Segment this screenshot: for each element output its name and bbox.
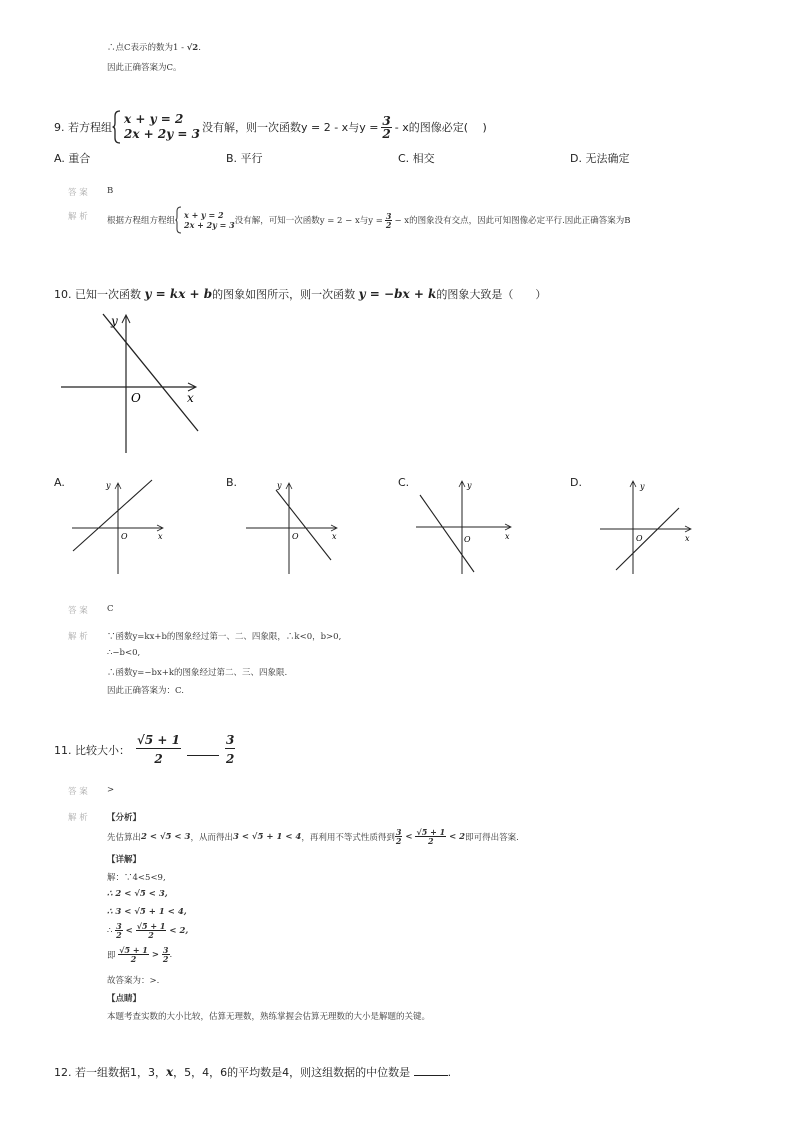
detail-line: ∴ 2 < √5 < 3, bbox=[107, 889, 168, 899]
detail-line: ∴ 3 < √5 + 1 < 4, bbox=[107, 907, 187, 917]
left-brace-icon bbox=[175, 206, 182, 234]
text: 先估算出 bbox=[107, 832, 142, 843]
question-11-stem bbox=[54, 734, 235, 765]
question-12-stem bbox=[54, 1064, 451, 1080]
equation-system bbox=[184, 210, 235, 230]
lhs-fraction bbox=[136, 734, 181, 765]
fraction bbox=[395, 828, 403, 845]
answer-label: 答 案 bbox=[68, 606, 88, 616]
operator: < bbox=[402, 831, 416, 842]
detail-line: 解：∵4<5<9, bbox=[107, 873, 166, 883]
origin-label: O bbox=[636, 534, 643, 543]
section-heading-analysis: 【分析】 bbox=[107, 813, 142, 823]
equation-1: x + y = 2 bbox=[184, 210, 224, 220]
sqrt-expression: √2 bbox=[186, 43, 199, 53]
analysis-label: 解 析 bbox=[68, 212, 88, 222]
analysis-prefix: 根据方程组方程组 bbox=[107, 216, 176, 226]
fraction bbox=[115, 922, 123, 939]
option-d[interactable]: D. 无法确定 bbox=[570, 152, 630, 165]
analysis-line: ∴−b<0, bbox=[107, 648, 141, 658]
fraction bbox=[162, 946, 170, 963]
analysis-label: 解 析 bbox=[68, 632, 88, 642]
fraction-numerator: 3 bbox=[162, 945, 169, 955]
y-axis-label: y bbox=[467, 481, 472, 490]
fraction bbox=[118, 946, 149, 963]
answer-value: C bbox=[107, 604, 114, 614]
option-a[interactable]: A. 重合 bbox=[54, 152, 91, 165]
rhs-fraction bbox=[225, 734, 235, 765]
equation-2: 2x + 2y = 3 bbox=[184, 220, 235, 230]
text: ，再利用不等式性质得到 bbox=[301, 832, 395, 843]
question-9-tail: - x的图像必定( ) bbox=[394, 121, 487, 134]
prev-solution-text: ∴点C表示的数为1 - bbox=[107, 43, 187, 53]
operator: < 2, bbox=[166, 925, 189, 936]
function-1: y = kx + b bbox=[144, 287, 213, 301]
prev-solution-line-2: 因此正确答案为C。 bbox=[107, 63, 182, 73]
fraction-denominator: 2 bbox=[162, 954, 169, 964]
text: 即 bbox=[107, 950, 119, 961]
fraction bbox=[381, 115, 391, 140]
question-10-middle: 的图象如图所示，则一次函数 bbox=[212, 288, 359, 301]
analysis-text bbox=[107, 206, 631, 234]
text: 即可得出答案. bbox=[465, 832, 519, 843]
analysis-line: 因此正确答案为：C. bbox=[107, 686, 184, 696]
compare-blank[interactable] bbox=[187, 743, 219, 756]
fraction-denominator: 2 bbox=[148, 930, 154, 940]
analysis-tail: − x的图象没有交点，因此可知图像必定平行.因此正确答案为B bbox=[394, 216, 631, 226]
fraction-denominator: 2 bbox=[116, 930, 122, 940]
fraction-denominator: 2 bbox=[226, 752, 235, 766]
origin-label: O bbox=[131, 391, 141, 405]
fraction-numerator: 3 bbox=[385, 210, 392, 221]
equation-1: x + y = 2 bbox=[124, 112, 184, 126]
question-9-middle: 没有解，则一次函数y = 2 - x与y = bbox=[202, 121, 379, 134]
analysis-label: 解 析 bbox=[68, 813, 88, 823]
inequality: 2 < √5 < 3 bbox=[141, 831, 191, 842]
prev-solution-line-1 bbox=[107, 41, 201, 53]
option-b[interactable]: B. 平行 bbox=[226, 152, 263, 165]
fraction-denominator: 2 bbox=[395, 836, 402, 846]
left-brace-icon bbox=[112, 110, 122, 144]
x-axis-label: x bbox=[158, 532, 163, 541]
fraction-numerator: √5 + 1 bbox=[119, 945, 148, 955]
x-axis-label: x bbox=[685, 534, 690, 543]
fraction-numerator: 3 bbox=[395, 827, 402, 837]
section-heading-detail: 【详解】 bbox=[107, 855, 142, 865]
answer-label: 答 案 bbox=[68, 188, 88, 198]
fraction-denominator: 2 bbox=[130, 954, 137, 964]
y-axis-label: y bbox=[640, 482, 645, 491]
fraction bbox=[136, 922, 167, 939]
answer-label: 答 案 bbox=[68, 787, 88, 797]
option-a-graph[interactable] bbox=[66, 478, 176, 578]
analysis-line: ∵函数y=kx+b的图象经过第一、二、四象限，∴k<0，b>0, bbox=[107, 632, 342, 642]
variable: x bbox=[166, 1065, 174, 1079]
analysis-middle: 没有解，可知一次函数y = 2 − x与y = bbox=[234, 216, 383, 226]
text: ，从而得出 bbox=[190, 832, 233, 843]
punctuation: . bbox=[447, 1066, 452, 1079]
fraction-denominator: 2 bbox=[382, 126, 391, 141]
text: ∴ bbox=[107, 925, 116, 936]
question-11-prefix: 11. 比较大小： bbox=[54, 743, 130, 757]
option-a-letter[interactable]: A. bbox=[54, 476, 65, 489]
fraction-numerator: √5 + 1 bbox=[416, 827, 446, 837]
operator: > bbox=[148, 949, 162, 960]
question-12-suffix: ，5，4，6的平均数是4，则这组数据的中位数是 bbox=[173, 1066, 414, 1079]
option-c-graph[interactable] bbox=[412, 478, 522, 578]
function-line bbox=[103, 314, 198, 431]
fraction-numerator: 3 bbox=[382, 113, 391, 128]
option-c[interactable]: C. 相交 bbox=[398, 152, 435, 165]
main-graph bbox=[55, 310, 215, 460]
x-axis-label: x bbox=[505, 532, 510, 541]
operator: < bbox=[122, 925, 136, 936]
detail-line bbox=[107, 946, 172, 963]
option-d-graph[interactable] bbox=[596, 478, 696, 578]
punctuation: . bbox=[198, 43, 201, 53]
origin-label: O bbox=[121, 532, 128, 541]
fraction bbox=[415, 828, 446, 845]
y-axis-label: y bbox=[277, 481, 282, 490]
answer-blank[interactable] bbox=[414, 1065, 448, 1076]
question-10-prefix: 10. 已知一次函数 bbox=[54, 288, 145, 301]
answer-value: > bbox=[107, 785, 115, 795]
analysis-line: ∴函数y=−bx+k的图象经过第二、三、四象限. bbox=[107, 668, 288, 678]
y-axis-label: y bbox=[111, 314, 118, 328]
question-10-suffix: 的图象大致是（ ） bbox=[436, 288, 547, 301]
y-axis-label: y bbox=[106, 481, 111, 490]
option-b-graph[interactable] bbox=[240, 478, 350, 578]
equation-2: 2x + 2y = 3 bbox=[124, 127, 200, 141]
fraction-numerator: √5 + 1 bbox=[136, 921, 166, 931]
origin-label: O bbox=[292, 532, 299, 541]
fraction bbox=[385, 212, 393, 229]
x-axis-label: x bbox=[187, 391, 194, 405]
inequality: < 2 bbox=[446, 831, 466, 842]
question-9-number: 9. 若方程组 bbox=[54, 121, 112, 134]
detail-line: 故答案为：>. bbox=[107, 976, 160, 986]
question-10-stem bbox=[54, 286, 546, 302]
fraction-numerator: 3 bbox=[116, 921, 122, 931]
question-12-prefix: 12. 若一组数据1，3， bbox=[54, 1066, 166, 1079]
fraction-numerator: √5 + 1 bbox=[137, 733, 180, 747]
origin-label: O bbox=[464, 535, 471, 544]
x-axis-label: x bbox=[332, 532, 337, 541]
fraction-numerator: 3 bbox=[226, 733, 235, 747]
analysis-line bbox=[107, 828, 519, 845]
fraction-denominator: 2 bbox=[154, 752, 163, 766]
answer-value: B bbox=[107, 186, 114, 196]
detail-line bbox=[107, 922, 188, 939]
option-d-letter[interactable]: D. bbox=[570, 476, 582, 489]
punctuation: . bbox=[169, 949, 173, 960]
option-b-letter[interactable]: B. bbox=[226, 476, 238, 489]
section-heading-comment: 【点睛】 bbox=[107, 994, 142, 1004]
function-2: y = −bx + k bbox=[358, 287, 437, 301]
option-c-letter[interactable]: C. bbox=[398, 476, 410, 489]
inequality: 3 < √5 + 1 < 4 bbox=[232, 831, 302, 842]
equation-system bbox=[124, 112, 200, 142]
fraction-denominator: 2 bbox=[385, 219, 392, 230]
fraction-denominator: 2 bbox=[428, 836, 434, 846]
question-9-stem bbox=[54, 110, 487, 144]
comment-text: 本题考查实数的大小比较，估算无理数，熟练掌握会估算无理数的大小是解题的关键。 bbox=[107, 1012, 431, 1022]
